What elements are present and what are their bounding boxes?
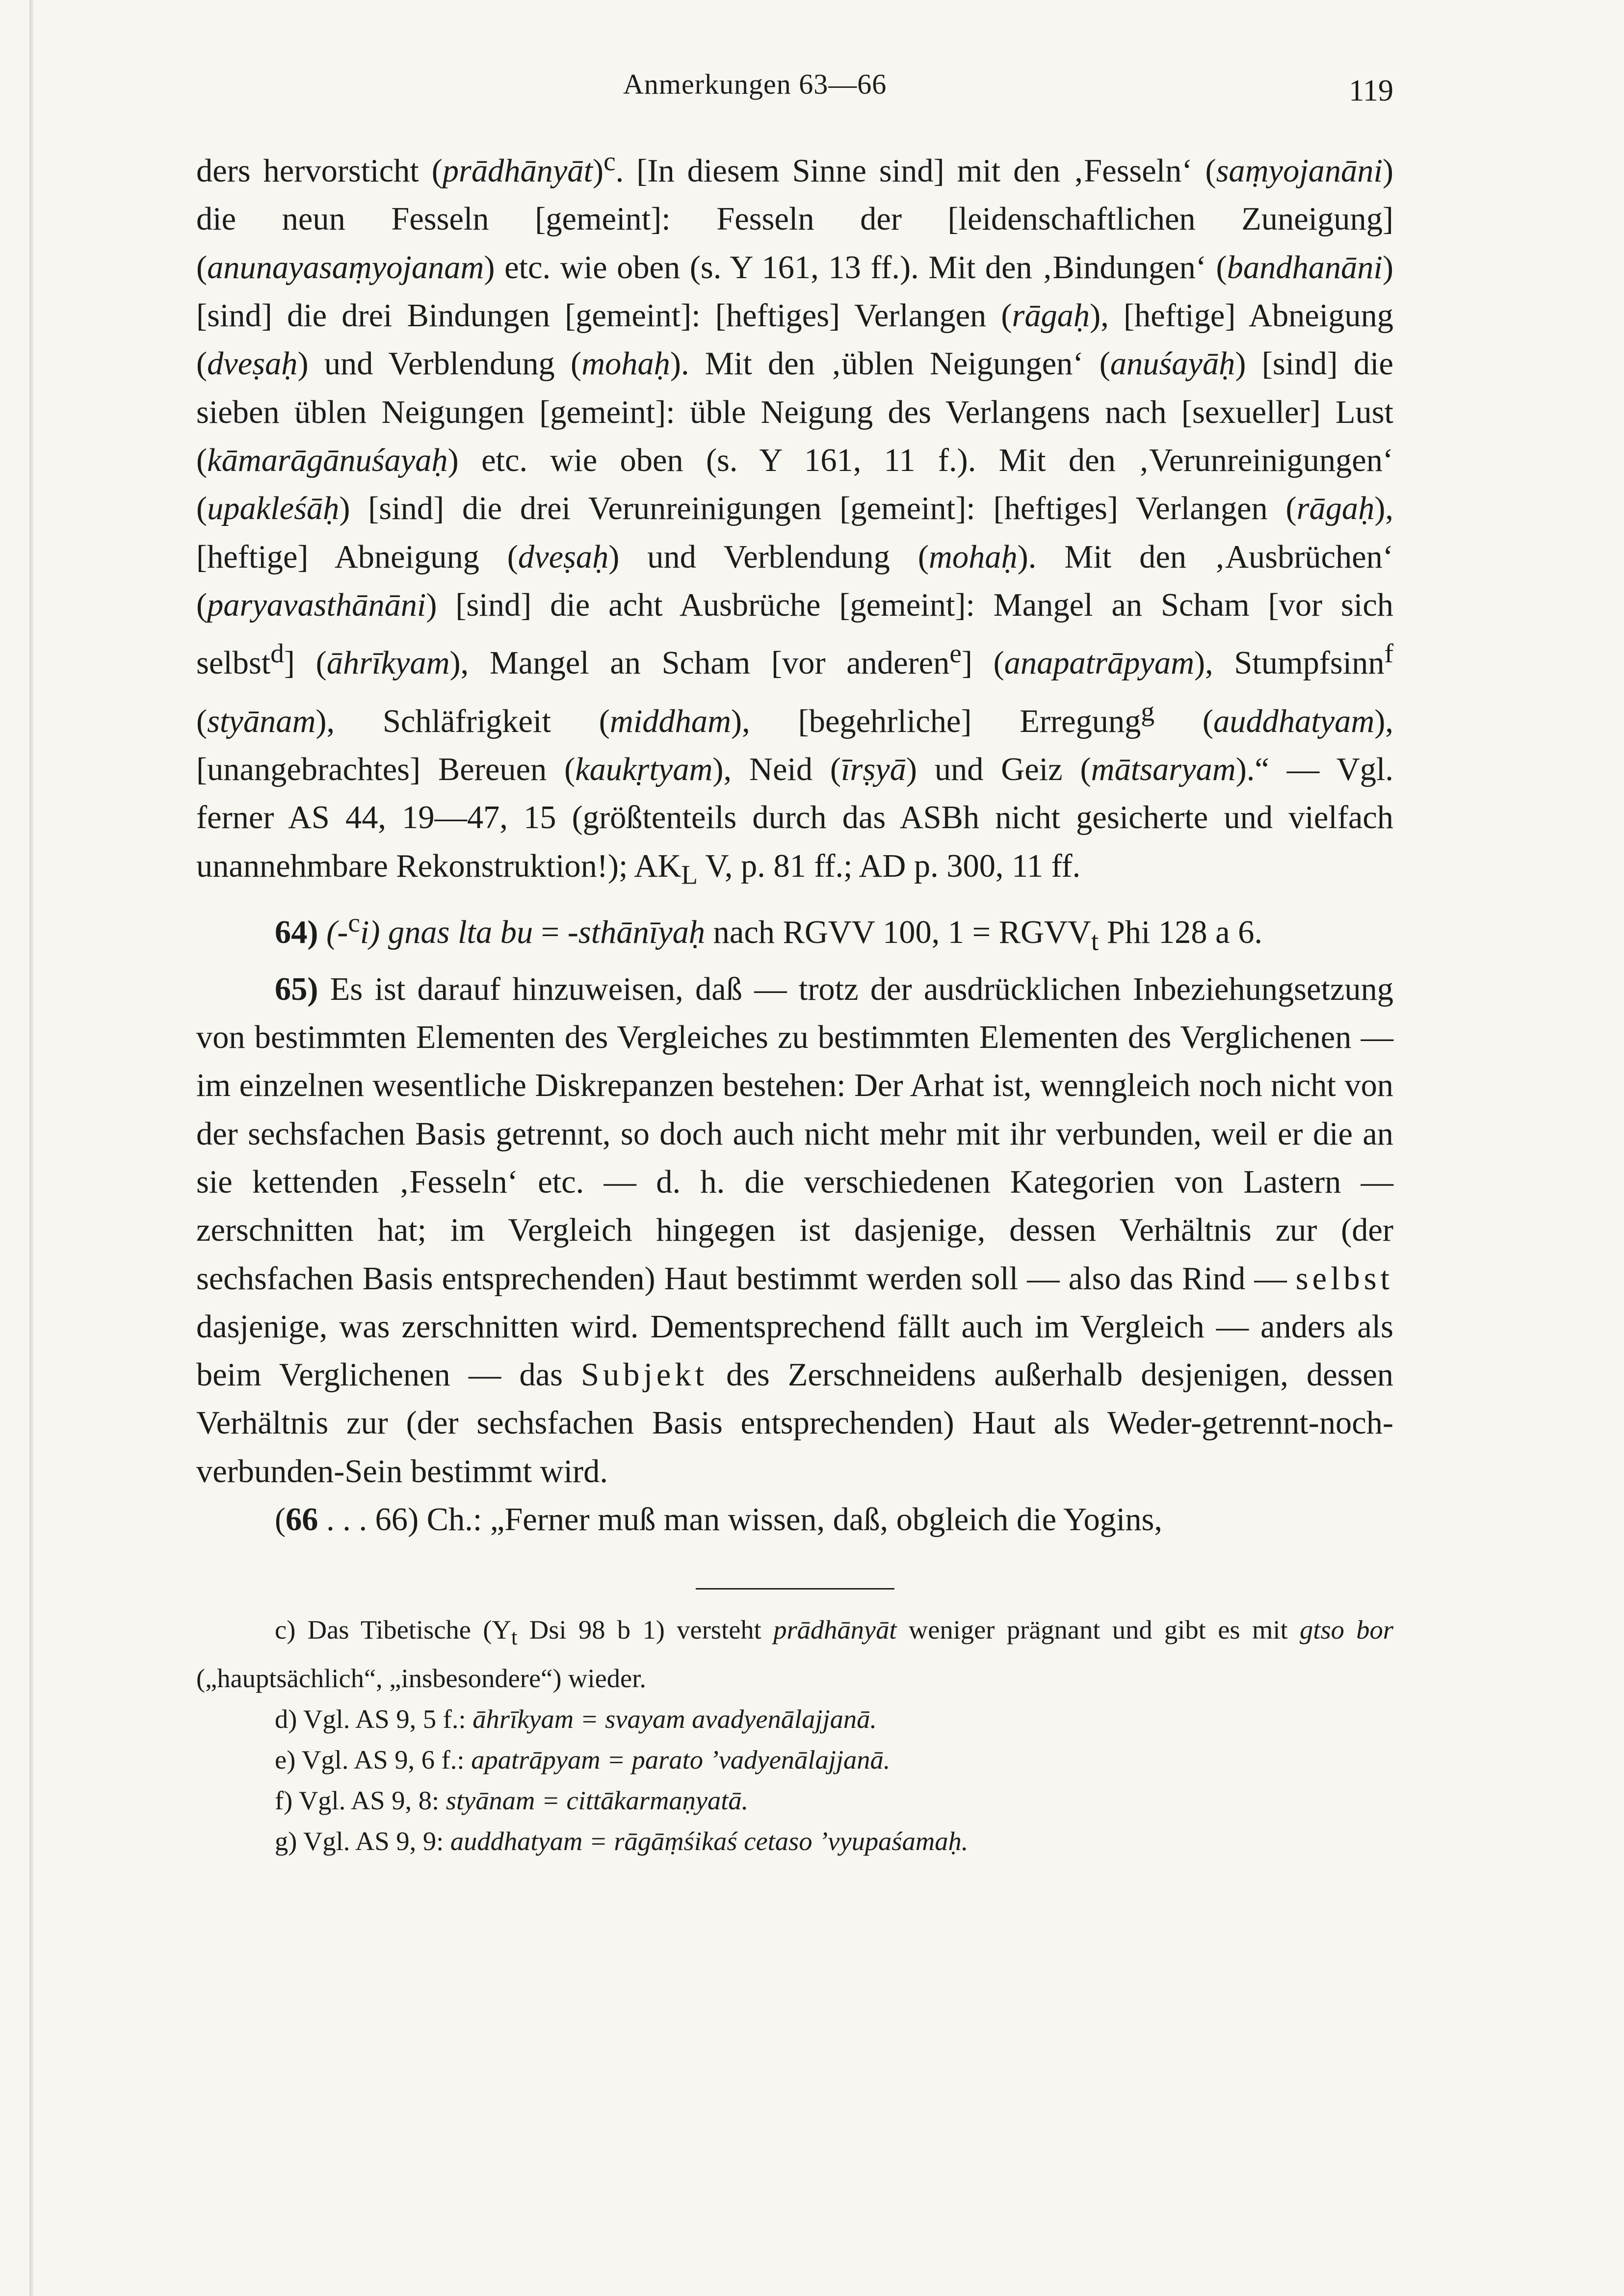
sanskrit-term: āhrīkyam [326,645,450,681]
sanskrit-term: styānam [207,703,316,739]
text-run: ), [heftige] Abneigung ( [196,491,1393,575]
text-run: ) und Verblendung ( [608,539,929,575]
sanskrit-term: rāgaḥ [1296,491,1375,527]
text-run: („hauptsächlich“, „insbesondere“) wieder. [196,1663,646,1694]
footnote-label: f) [275,1785,293,1816]
note-number: 66 [286,1502,318,1538]
paragraph-note-66 [196,1496,1393,1544]
footnote-ref-c: c [603,146,616,176]
subscript: L [681,859,698,889]
sanskrit-definition: apatrāpyam = parato ’vadyenālajjanā. [471,1745,891,1775]
footnote-ref-e: e [949,638,962,669]
text-run: des Zerschneidens außerhalb desjenigen, dessen Verhältnis zur (der sechsfachen Basis entsprechenden) Haut als Weder-getrennt-noch-verbunden-Sein bestimmt wird. [196,1357,1393,1489]
footnote-separator [696,1588,894,1590]
emphasized-word: selbst [1295,1260,1393,1297]
sanskrit-term: mohaḥ [928,539,1018,575]
sanskrit-definition: styānam = cittākarmaṇyatā. [445,1785,749,1816]
subscript: t [511,1625,518,1650]
text-run: Phi 128 a 6. [1099,914,1263,951]
text-run: . . . 66) Ch.: „Ferner muß man wissen, daß, obgleich die Yogins, [318,1502,1162,1538]
sanskrit-term: anapatrāpyam [1004,645,1195,681]
footnote-c [196,1609,1393,1698]
text-run: ) die neun Fesseln [gemeint]: Fesseln der [leidenschaftlichen Zuneigung] ( [196,153,1393,286]
text-run: nach RGVV 100, 1 = RGVV [705,914,1091,951]
text-run: = [533,914,568,951]
paragraph-note-63-continued [196,137,1393,899]
tibetan-term: (- [318,914,348,951]
sanskrit-term: kaukṛtyam [575,751,713,787]
sanskrit-term: īrṣyā [841,751,906,787]
text-run: ), [begehrliche] Erregung [731,703,1141,739]
text-run: ). Mit den ‚Ausbrüchen‘ ( [196,539,1393,623]
footnote-d [196,1698,1393,1739]
text-run: ).“ — Vgl. ferner AS 44, 19—47, 15 (größtenteils durch das ASBh nicht gesicherte und vielfach unannehmbare Rekonstruktion!); AK [196,751,1394,884]
paragraph-note-65 [196,965,1393,1496]
text-run: Dsi 98 b 1) versteht [517,1615,774,1645]
footnote-ref-f: f [1384,638,1393,669]
footnote-label: e) [275,1745,296,1775]
text-run: . [In diesem Sinne sind] mit den ‚Fesseln‘ ( [615,153,1216,189]
sanskrit-term: middham [609,703,732,739]
sanskrit-term: paryavasthānāni [207,587,426,623]
text-run: Vgl. AS 9, 9: [297,1826,450,1856]
footnote-ref-d: d [270,638,284,669]
text-run: ), Mangel an Scham [vor anderen [449,645,950,681]
page-binding-edge [29,0,33,2296]
emphasized-word: Subjekt [581,1357,708,1393]
text-run: ) [sind] die acht Ausbrüche [gemeint]: Mangel an Scham [vor sich selbst [196,587,1393,681]
text-run: ) [sind] die sieben üblen Neigungen [gemeint]: üble Neigung des Verlangens nach [sexueller] Lust ( [196,346,1393,478]
text-run: Vgl. AS 9, 8: [292,1785,446,1816]
footnote-label: c) [275,1615,296,1645]
text-run: ) etc. wie oben (s. Y 161, 13 ff.). Mit den ‚Bindungen‘ ( [484,249,1227,286]
text-run: ders hervorsticht ( [196,153,443,189]
sanskrit-term: saṃyojanāni [1216,153,1383,189]
sanskrit-term: upakleśāḥ [207,491,340,527]
footnote-ref-g: g [1141,696,1155,727]
page-header [196,54,1393,107]
sanskrit-term: bandhanāni [1227,249,1383,286]
tibetan-term: i) gnas lta bu [360,914,533,951]
footnote-g [196,1821,1393,1861]
text-run: ) etc. wie oben (s. Y 161, 11 f.). Mit den ‚Verunreinigungen‘ ( [196,442,1393,527]
text-run: ] ( [961,645,1004,681]
text-run: Es ist darauf hinzuweisen, daß — trotz der ausdrücklichen Inbeziehungsetzung von bestimmten Elementen des Vergleiches zu bestimmten Elementen des Verglichenen — im einzelnen wesentliche Diskrepanzen bestehen: Der Arhat ist, wenngleich noch nicht von der sechsfachen Basis getrennt, so doch auch nicht mehr mit ihr verbunden, weil er die an sie kettenden ‚Fesseln‘ etc. — d. h. die verschiedenen Kategorien von Lastern — zerschnitten hat; im Vergleich hingegen ist dasjenige, dessen Verhältnis zur (der sechsfachen Basis entsprechenden) Haut bestimmt werden soll — also das Rind — [196,971,1393,1297]
sanskrit-term: -sthānīyaḥ [567,914,706,951]
text-run: ] ( [284,645,327,681]
sanskrit-term: anunayasaṃyojanam [207,249,484,286]
body-text [196,137,1393,1544]
text-run: ), [heftige] Abneigung ( [196,298,1393,382]
sanskrit-term: rāgaḥ [1012,298,1090,334]
sanskrit-definition: auddhatyam = rāgāṃśikaś cetaso ’vyupaśamaḥ. [450,1826,969,1856]
note-number: 65) [275,971,318,1007]
sanskrit-term: prādhānyāt [442,153,593,189]
text-run: Das Tibetische (Y [295,1615,511,1645]
text-run: ) [sind] die drei Verunreinigungen [gemeint]: [heftiges] Verlangen ( [339,491,1297,527]
text-run: ), Neid ( [712,751,841,787]
sanskrit-term: dveṣaḥ [207,346,298,382]
footnotes [196,1609,1393,1861]
sanskrit-term: anuśayāḥ [1110,346,1235,382]
text-run: ) [sind] die drei Bindungen [gemeint]: [heftiges] Verlangen ( [196,249,1393,334]
sanskrit-term: kāmarāgānuśayaḥ [207,442,448,478]
text-run: ( [196,703,208,739]
superscript: c [348,908,360,938]
footnote-label: g) [275,1826,297,1856]
text-run: ). Mit den ‚üblen Neigungen‘ ( [670,346,1110,382]
sanskrit-term: mātsaryam [1091,751,1236,787]
paragraph-note-64 [196,899,1393,965]
sanskrit-term: mohaḥ [581,346,670,382]
note-number: 64) [275,914,318,951]
text-run: Vgl. AS 9, 6 f.: [295,1745,471,1775]
text-run: ), Stumpfsinn [1194,645,1385,681]
text-run: ) und Geiz ( [906,751,1091,787]
text-run: V, p. 81 ff.; AD p. 300, 11 ff. [698,848,1081,884]
text-run: ( [275,1502,286,1538]
running-title: Anmerkungen 63—66 [623,68,887,100]
sanskrit-term: prādhānyāt [773,1615,897,1645]
text-run: ), [unangebrachtes] Bereuen ( [196,703,1393,787]
text-run: dasjenige, was zerschnitten wird. Dementsprechend fällt auch im Vergleich — anders als beim Verglichenen — das [196,1308,1393,1393]
text-run: ), Schläfrigkeit ( [315,703,610,739]
text-run: ) [592,153,604,189]
sanskrit-term: auddhatyam [1213,703,1375,739]
page-number: 119 [1349,74,1393,107]
text-run: ) und Verblendung ( [297,346,582,382]
text-run: weniger prägnant und gibt es mit [896,1615,1300,1645]
text-run: Vgl. AS 9, 5 f.: [297,1704,473,1734]
footnote-e [196,1739,1393,1780]
footnote-f [196,1780,1393,1821]
sanskrit-term: dveṣaḥ [518,539,609,575]
footnote-label: d) [275,1704,297,1734]
subscript: t [1091,926,1099,956]
tibetan-term: gtso bor [1300,1615,1393,1645]
sanskrit-definition: āhrīkyam = svayam avadyenālajjanā. [472,1704,877,1734]
text-run: ( [1154,703,1214,739]
book-page [196,54,1393,1861]
